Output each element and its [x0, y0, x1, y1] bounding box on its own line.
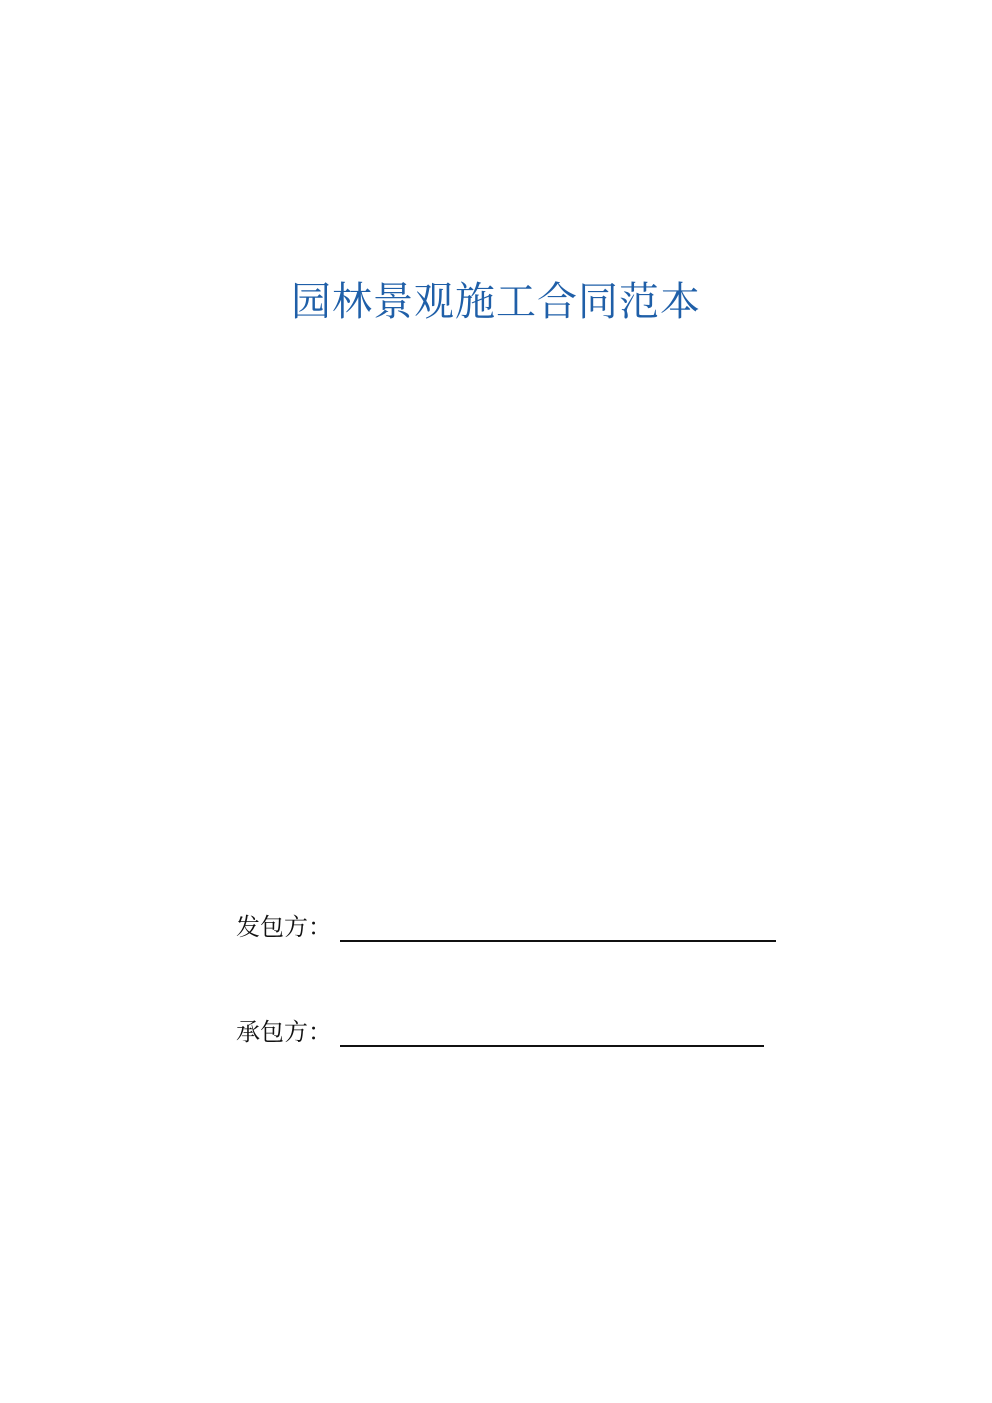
contractor-blank-line[interactable]: [340, 1019, 764, 1047]
employer-label: 发包方：: [236, 913, 332, 941]
contractor-signature-row: [236, 1017, 764, 1047]
document-title: 园林景观施工合同范本: [291, 279, 701, 325]
employer-signature-row: [236, 912, 776, 942]
employer-blank-line[interactable]: [340, 914, 776, 942]
contractor-label: 承包方：: [236, 1018, 332, 1046]
